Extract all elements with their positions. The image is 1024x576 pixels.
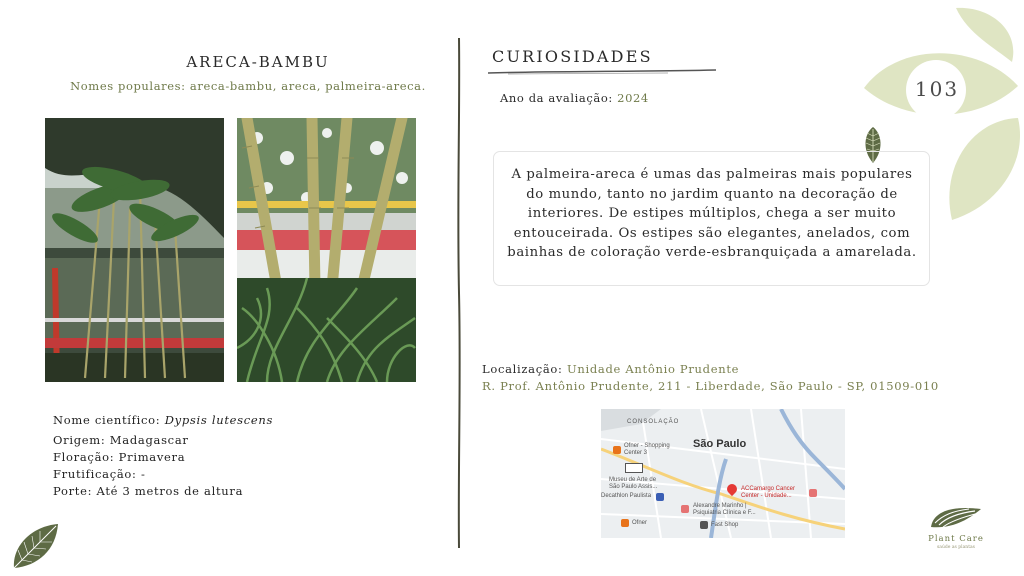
- museum-icon: [625, 463, 643, 473]
- map-label-alexandre: Alexandre Marinho |: [693, 503, 747, 509]
- divider-line: [454, 38, 464, 548]
- location-value: Unidade Antônio Prudente: [566, 362, 740, 376]
- plant-info: [53, 412, 273, 500]
- plant-photo-2: [237, 118, 416, 382]
- flowering: Floração: Primavera: [53, 450, 186, 464]
- map-label-shopping-2: Center 3: [624, 450, 648, 456]
- map-label-consolacao: CONSOLAÇÃO: [627, 419, 680, 425]
- metro-icon: [656, 493, 664, 501]
- page-number: 103: [914, 77, 960, 101]
- scientific-name: Nome científico: Dypsis lutescens: [53, 413, 274, 427]
- brand-name: Plant Care: [928, 534, 984, 544]
- plant-photo-1: [45, 118, 224, 382]
- year-value: 2024: [617, 91, 649, 105]
- location: Localização: Unidade Antônio Prudente R. Prof. Antônio Prudente, 211 - Liberdade, São Paulo - SP, 01509-010: [482, 362, 939, 393]
- size: Porte: Até 3 metros de altura: [53, 484, 244, 498]
- map-label-museu-2: São Paulo Assis...: [609, 484, 658, 490]
- map-label-sao-paulo: São Paulo: [693, 438, 747, 450]
- hospital-icon-2: [809, 489, 817, 497]
- origin: Origem: Madagascar: [53, 433, 189, 447]
- map-label-decathlon: Decathlon Paulista: [601, 493, 652, 499]
- location-map[interactable]: [601, 409, 845, 538]
- map-label-shopping: Ofner - Shopping: [624, 443, 670, 449]
- description-text: A palmeira-areca é umas das palmeiras mais populares do mundo, tanto no jardim quanto na decoração de interiores. De estipes múltiplos, chega a ser muito entouceirada. Os estipes são elegantes, anelados, com bainhas de coloração verde-esbranquiçada a amarelada.: [507, 167, 917, 261]
- popular-names: Nomes populares: areca-bambu, areca, palmeira-areca.: [70, 79, 426, 93]
- evaluation-year: Ano da avaliação: 2024: [500, 91, 649, 105]
- fastshop-icon: [700, 521, 708, 529]
- corner-leaf-icon: [10, 522, 60, 570]
- address: R. Prof. Antônio Prudente, 211 - Liberdade, São Paulo - SP, 01509-010: [482, 379, 939, 393]
- hospital-icon: [681, 505, 689, 513]
- map-label-accamargo-2: Center - Unidade...: [741, 493, 792, 499]
- title-underline: [488, 68, 716, 76]
- ofner-icon: [621, 519, 629, 527]
- fruiting: Frutificação: -: [53, 467, 146, 481]
- brand-tagline: saúde as plantas: [937, 545, 975, 550]
- section-title: CURIOSIDADES: [492, 47, 653, 66]
- plant-care-logo-icon: [929, 503, 983, 531]
- map-label-accamargo: ACCamargo Cancer: [741, 486, 796, 492]
- shopping-icon: [613, 446, 621, 454]
- map-label-ofner: Ofner: [632, 520, 648, 526]
- map-label-fastshop: Fast Shop: [711, 522, 739, 528]
- plant-title: ARECA-BAMBU: [186, 53, 330, 71]
- map-label-museu: Museu de Arte de: [609, 477, 657, 483]
- map-label-alexandre-2: Psiquiatria Clínica e F...: [693, 510, 756, 516]
- scientific-value: Dypsis lutescens: [164, 413, 274, 427]
